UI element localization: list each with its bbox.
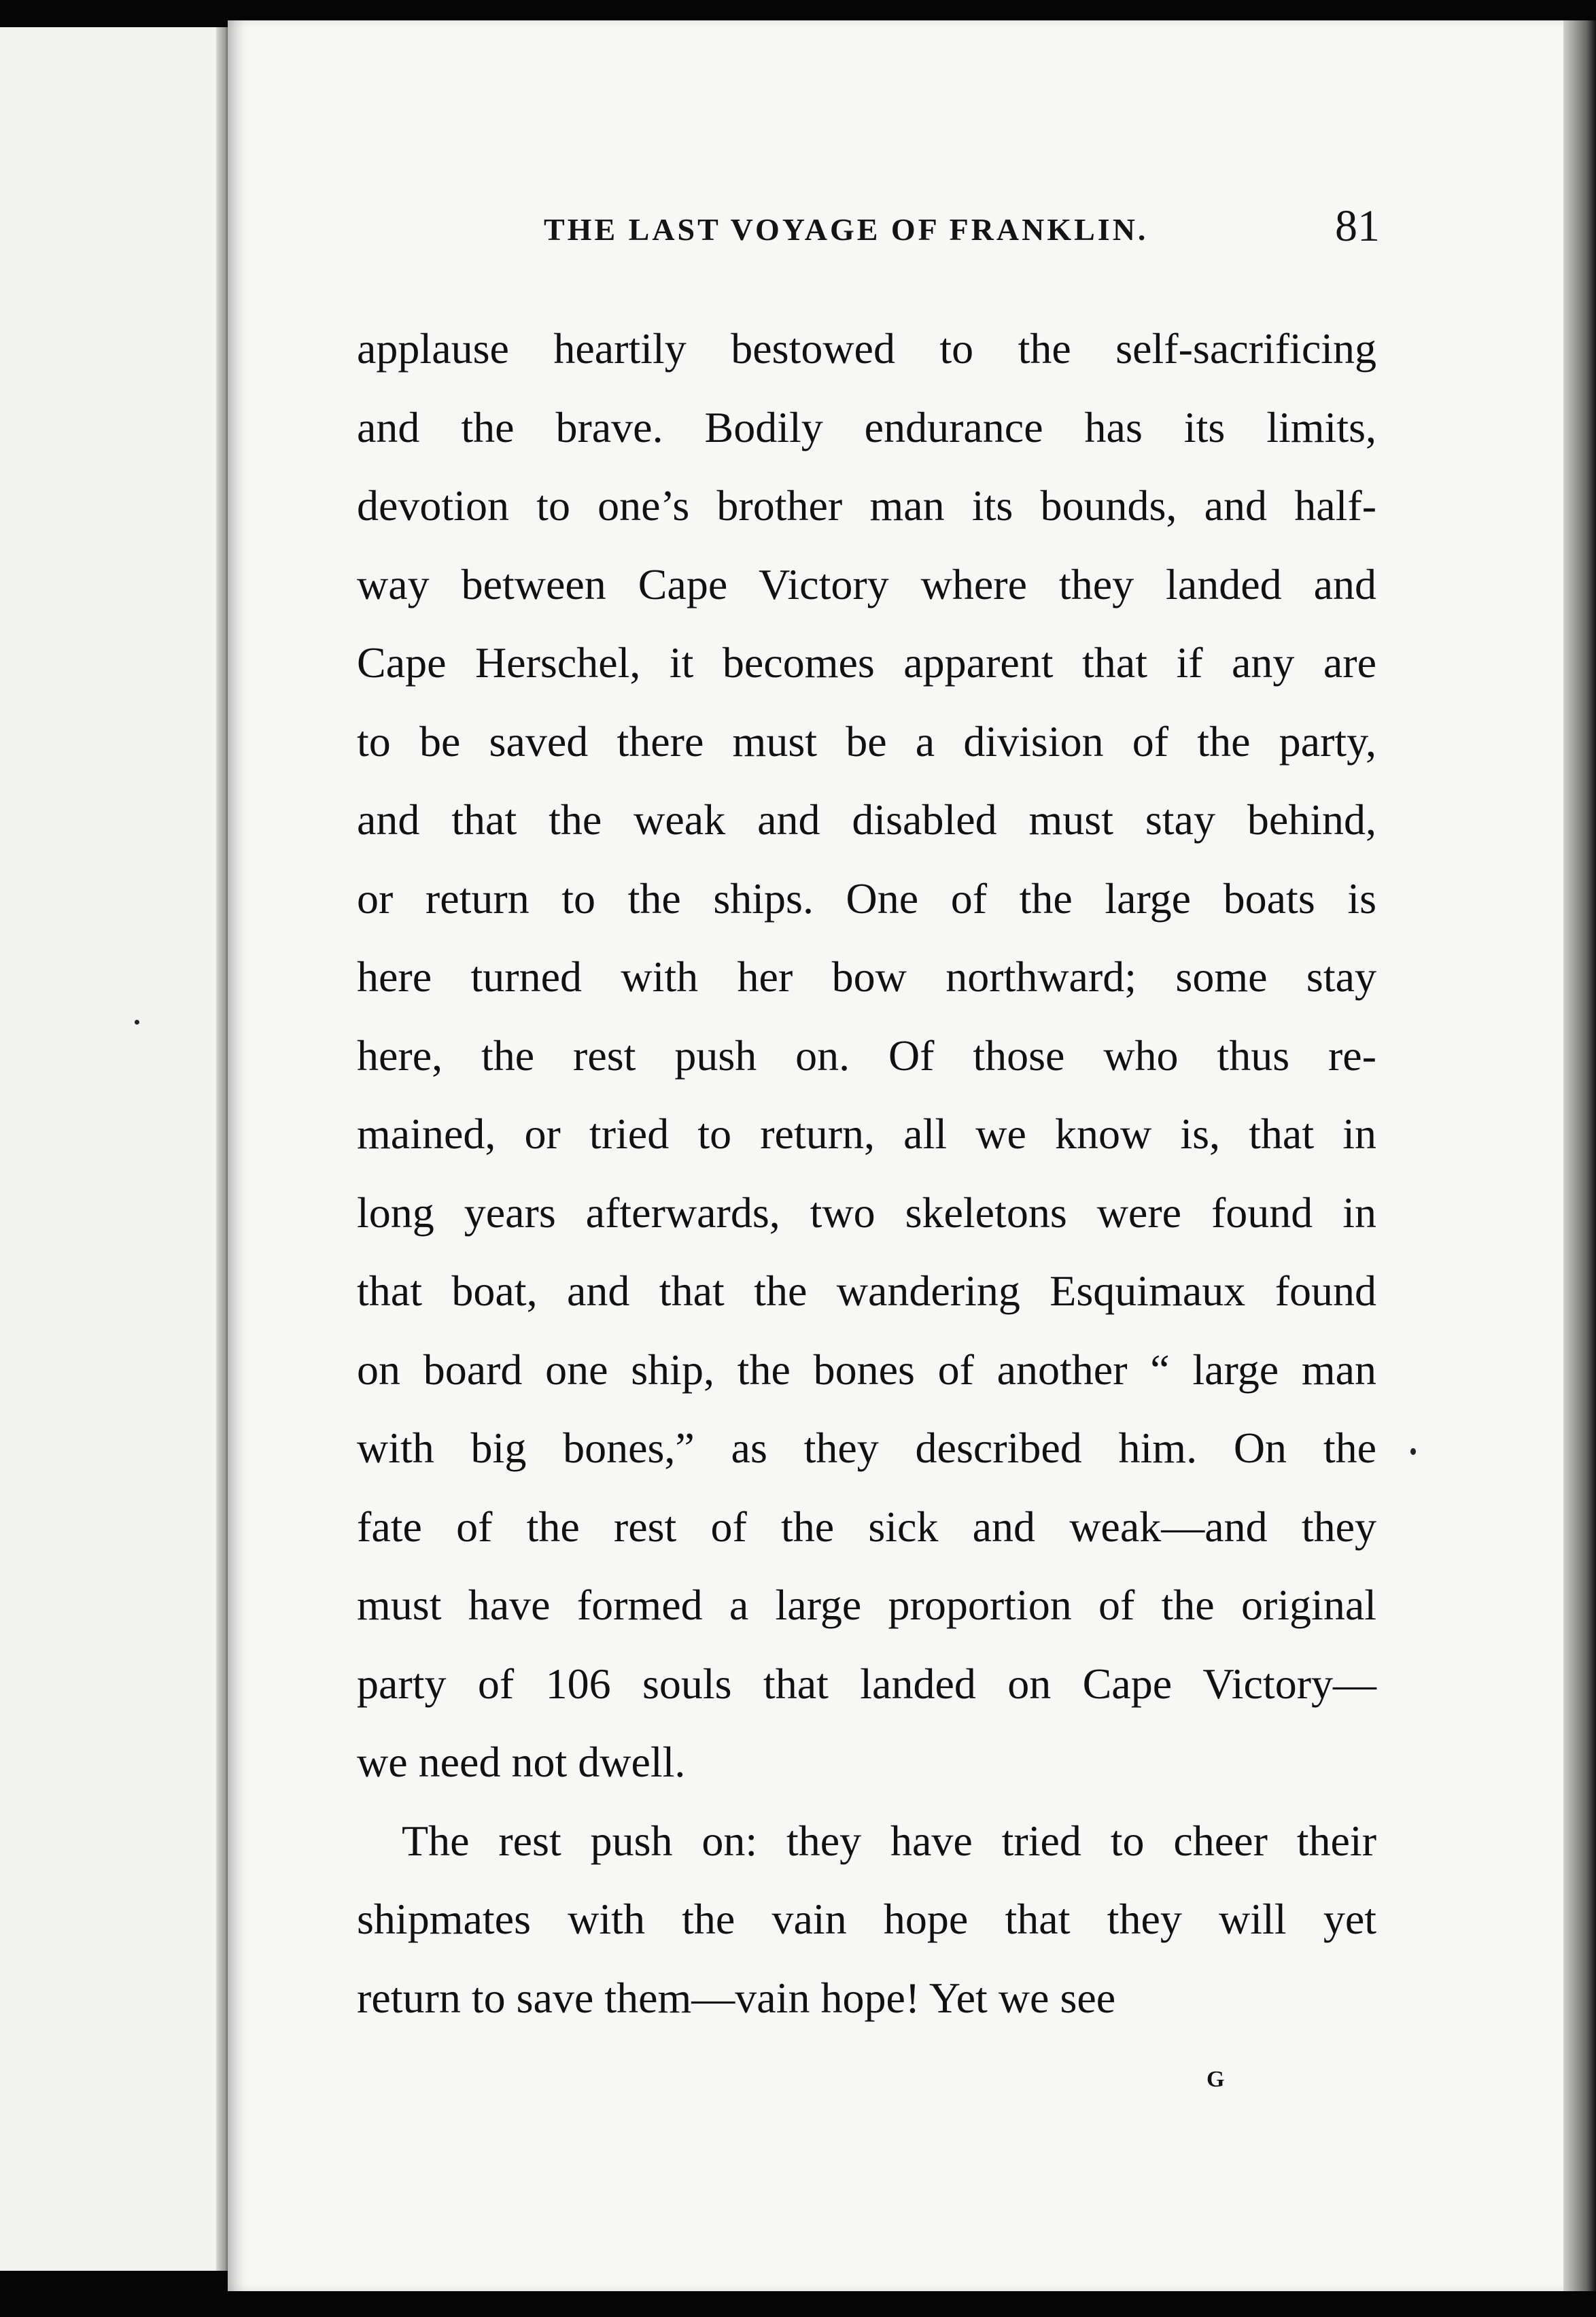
page-edge-shadow bbox=[1563, 20, 1596, 2291]
body-line: way between Cape Victory where they landed and bbox=[357, 560, 1376, 608]
page-number: 81 bbox=[1335, 201, 1380, 251]
body-line: mained, or tried to return, all we know is, that in bbox=[357, 1110, 1376, 1158]
body-line: here turned with her bow northward; some stay bbox=[357, 952, 1376, 1001]
body-line: here, the rest push on. Of those who thus re- bbox=[357, 1031, 1376, 1080]
body-line: we need not dwell. bbox=[357, 1738, 686, 1786]
ink-speck bbox=[1410, 1448, 1416, 1455]
body-line: and the brave. Bodily endurance has its limits, bbox=[357, 402, 1376, 451]
body-line: party of 106 souls that landed on Cape Victory— bbox=[357, 1659, 1376, 1708]
signature-mark: G bbox=[1207, 2067, 1225, 2092]
body-line: devotion to one’s brother man its bounds, and half- bbox=[357, 481, 1376, 530]
ink-speck bbox=[135, 1020, 139, 1025]
body-line: long years afterwards, two skeletons were found in bbox=[357, 1188, 1376, 1237]
previous-page-fragment bbox=[0, 27, 230, 2271]
body-line: or return to the ships. One of the large boats is bbox=[357, 874, 1376, 923]
page-body bbox=[357, 309, 1376, 2037]
body-line: return to save them—vain hope! Yet we see bbox=[357, 1973, 1116, 2022]
body-line: shipmates with the vain hope that they will yet bbox=[357, 1895, 1376, 1943]
body-line: The rest push on: they have tried to cheer their bbox=[402, 1816, 1376, 1865]
body-line: that boat, and that the wandering Esquimaux found bbox=[357, 1267, 1376, 1315]
body-line: with big bones,” as they described him. On the bbox=[357, 1424, 1376, 1472]
body-line: to be saved there must be a division of the party, bbox=[357, 717, 1376, 766]
body-line: must have formed a large proportion of the original bbox=[357, 1581, 1376, 1629]
running-title: THE LAST VOYAGE OF FRANKLIN. bbox=[544, 212, 1149, 247]
body-line: Cape Herschel, it becomes apparent that if any are bbox=[357, 638, 1376, 687]
body-line: and that the weak and disabled must stay behind, bbox=[357, 795, 1376, 844]
body-line: fate of the rest of the sick and weak—and they bbox=[357, 1502, 1376, 1551]
body-line: on board one ship, the bones of another “ large man bbox=[357, 1345, 1376, 1394]
body-line: applause heartily bestowed to the self-sacrificing bbox=[357, 324, 1376, 373]
